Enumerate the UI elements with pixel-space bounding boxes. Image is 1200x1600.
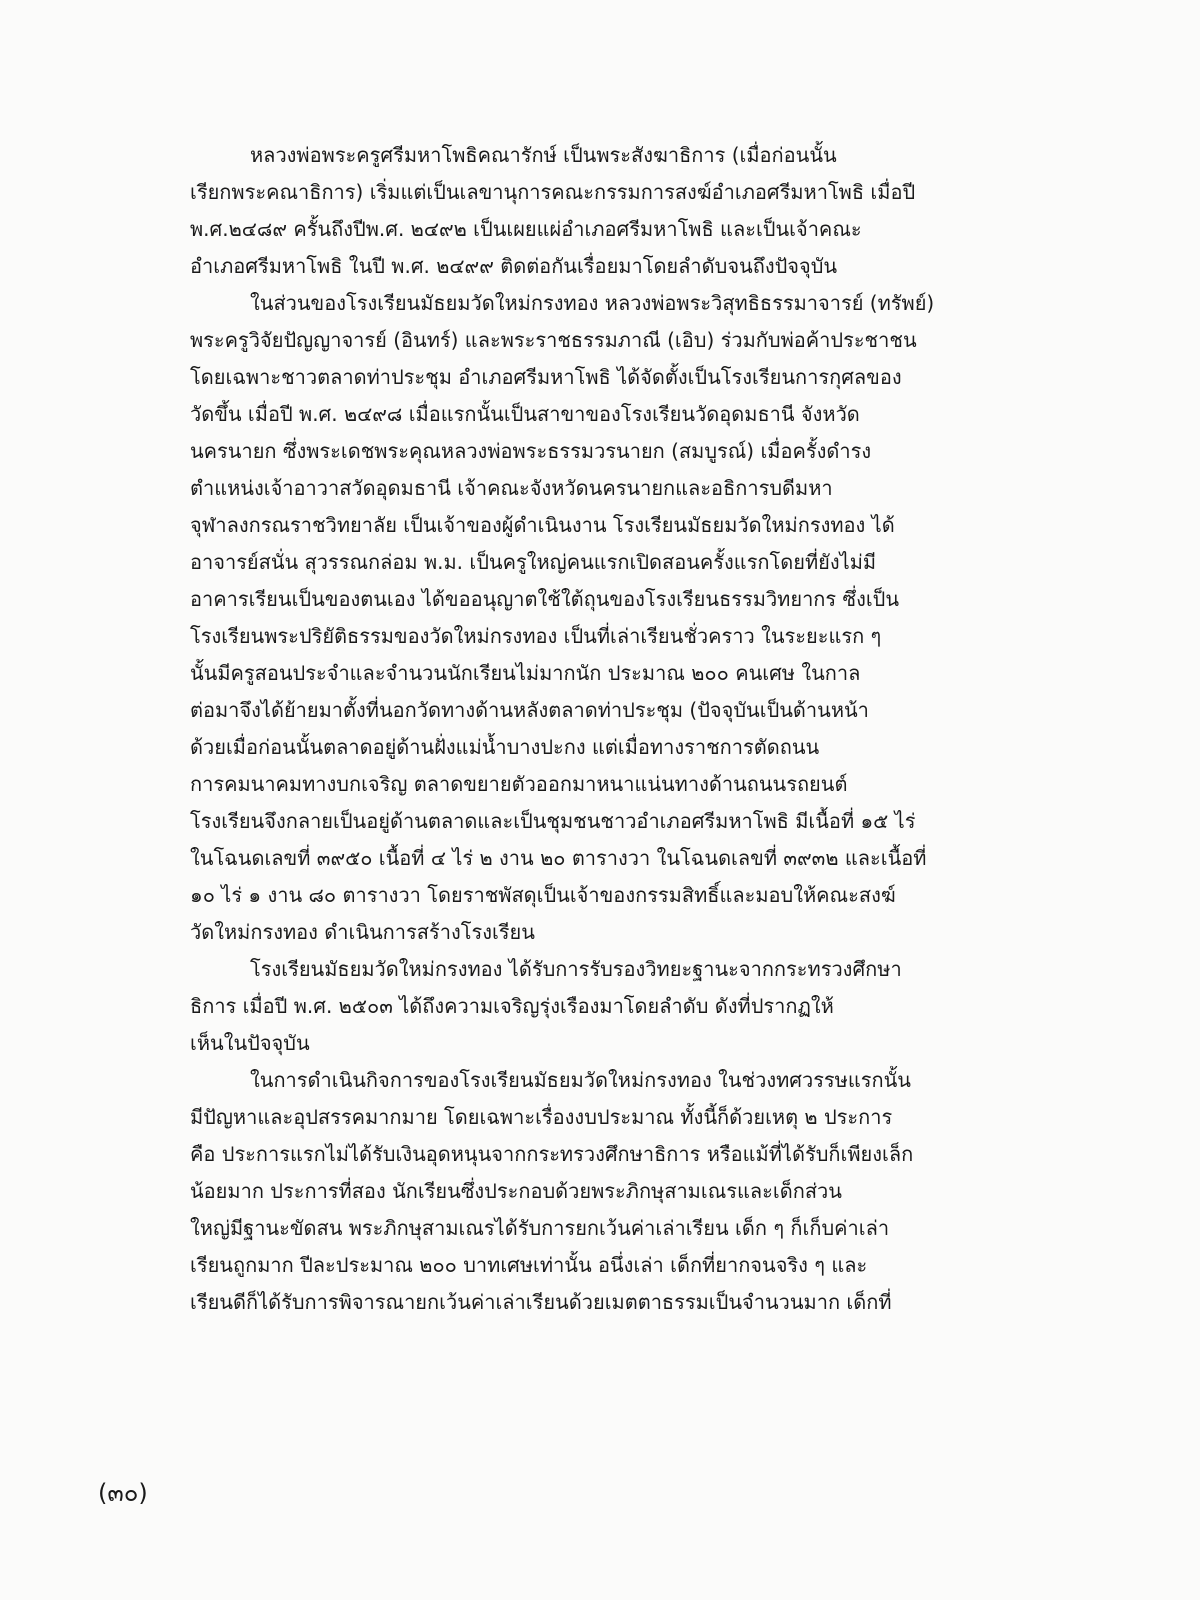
text-line: ในส่วนของโรงเรียนมัธยมวัดใหม่กรงทอง หลวงพ่อพระวิสุทธิธรรมาจารย์ (ทรัพย์) xyxy=(250,291,935,315)
text-line: คือ ประการแรกไม่ได้รับเงินอุดหนุนจากกระทรวงศึกษาธิการ หรือแม้ที่ได้รับก็เพียงเล็ก xyxy=(190,1142,914,1166)
text-line: จุฬาลงกรณราชวิทยาลัย เป็นเจ้าของผู้ดำเนินงาน โรงเรียนมัธยมวัดใหม่กรงทอง ได้ xyxy=(190,513,895,537)
text-line: ด้วยเมื่อก่อนนั้นตลาดอยู่ด้านฝั่งแม่น้ำบางปะกง แต่เมื่อทางราชการตัดถนน xyxy=(190,735,820,759)
text-line: ๑๐ ไร่ ๑ งาน ๘๐ ตารางวา โดยราชพัสดุเป็นเจ้าของกรรมสิทธิ์และมอบให้คณะสงฆ์ xyxy=(190,883,896,907)
text-line: โดยเฉพาะชาวตลาดท่าประชุม อำเภอศรีมหาโพธิ ได้จัดตั้งเป็นโรงเรียนการกุศลของ xyxy=(190,365,902,389)
text-line: โรงเรียนพระปริยัติธรรมของวัดใหม่กรงทอง เป็นที่เล่าเรียนชั่วคราว ในระยะแรก ๆ xyxy=(190,624,882,648)
text-line: พ.ศ.๒๔๘๙ ครั้นถึงปีพ.ศ. ๒๔๙๒ เป็นเผยแผ่อำเภอศรีมหาโพธิ และเป็นเจ้าคณะ xyxy=(190,217,862,241)
text-line: ธิการ เมื่อปี พ.ศ. ๒๕๐๓ ได้ถึงความเจริญรุ่งเรืองมาโดยลำดับ ดังที่ปรากฏให้ xyxy=(190,994,834,1018)
text-line: พระครูวิจัยปัญญาจารย์ (อินทร์) และพระราชธรรมภาณี (เอิบ) ร่วมกับพ่อค้าประชาชน xyxy=(190,328,917,352)
text-line: เรียนดีก็ได้รับการพิจารณายกเว้นค่าเล่าเรียนด้วยเมตตาธรรมเป็นจำนวนมาก เด็กที่ xyxy=(190,1290,892,1314)
text-line: มีปัญหาและอุปสรรคมากมาย โดยเฉพาะเรื่องงบประมาณ ทั้งนี้ก็ด้วยเหตุ ๒ ประการ xyxy=(190,1105,893,1129)
text-line: เรียกพระคณาธิการ) เริ่มแต่เป็นเลขานุการคณะกรรมการสงฆ์อำเภอศรีมหาโพธิ เมื่อปี xyxy=(190,180,916,204)
text-line: วัดใหม่กรงทอง ดำเนินการสร้างโรงเรียน xyxy=(190,920,535,944)
text-line: นั้นมีครูสอนประจำและจำนวนนักเรียนไม่มากนัก ประมาณ ๒๐๐ คนเศษ ในกาล xyxy=(190,661,861,685)
text-line: นครนายก ซึ่งพระเดชพระคุณหลวงพ่อพระธรรมวรนายก (สมบูรณ์) เมื่อครั้งดำรง xyxy=(190,439,872,463)
page-number: (๓๐) xyxy=(98,1479,148,1507)
text-line: โรงเรียนจึงกลายเป็นอยู่ด้านตลาดและเป็นชุมชนชาวอำเภอศรีมหาโพธิ มีเนื้อที่ ๑๕ ไร่ xyxy=(190,809,916,833)
text-line: การคมนาคมทางบกเจริญ ตลาดขยายตัวออกมาหนาแน่นทางด้านถนนรถยนต์ xyxy=(190,772,848,796)
text-line: หลวงพ่อพระครูศรีมหาโพธิคณารักษ์ เป็นพระสังฆาธิการ (เมื่อก่อนนั้น xyxy=(250,143,837,167)
text-line: ในโฉนดเลขที่ ๓๙๕๐ เนื้อที่ ๔ ไร่ ๒ งาน ๒๐ ตารางวา ในโฉนดเลขที่ ๓๙๓๒ และเนื้อที่ xyxy=(190,846,927,870)
text-line: ตำแหน่งเจ้าอาวาสวัดอุดมธานี เจ้าคณะจังหวัดนครนายกและอธิการบดีมหา xyxy=(190,476,833,500)
text-line: ต่อมาจึงได้ย้ายมาตั้งที่นอกวัดทางด้านหลังตลาดท่าประชุม (ปัจจุบันเป็นด้านหน้า xyxy=(190,698,869,722)
text-line: อาจารย์สนั่น สุวรรณกล่อม พ.ม. เป็นครูใหญ่คนแรกเปิดสอนครั้งแรกโดยที่ยังไม่มี xyxy=(190,550,877,574)
text-line: น้อยมาก ประการที่สอง นักเรียนซึ่งประกอบด้วยพระภิกษุสามเณรและเด็กส่วน xyxy=(190,1179,842,1203)
text-line: ใหญ่มีฐานะขัดสน พระภิกษุสามเณรได้รับการยกเว้นค่าเล่าเรียน เด็ก ๆ ก็เก็บค่าเล่า xyxy=(190,1216,890,1240)
text-line: อาคารเรียนเป็นของตนเอง ได้ขออนุญาตใช้ใต้ถุนของโรงเรียนธรรมวิทยากร ซึ่งเป็น xyxy=(190,587,900,611)
text-line: เห็นในปัจจุบัน xyxy=(190,1031,310,1055)
text-line: ในการดำเนินกิจการของโรงเรียนมัธยมวัดใหม่กรงทอง ในช่วงทศวรรษแรกนั้น xyxy=(250,1068,911,1092)
text-line: อำเภอศรีมหาโพธิ ในปี พ.ศ. ๒๔๙๙ ติดต่อกันเรื่อยมาโดยลำดับจนถึงปัจจุบัน xyxy=(190,254,838,278)
text-line: โรงเรียนมัธยมวัดใหม่กรงทอง ได้รับการรับรองวิทยะฐานะจากกระทรวงศึกษา xyxy=(250,957,902,981)
text-line: เรียนถูกมาก ปีละประมาณ ๒๐๐ บาทเศษเท่านั้น อนึ่งเล่า เด็กที่ยากจนจริง ๆ และ xyxy=(190,1253,868,1277)
text-line: วัดขึ้น เมื่อปี พ.ศ. ๒๔๙๘ เมื่อแรกนั้นเป็นสาขาของโรงเรียนวัดอุดมธานี จังหวัด xyxy=(190,402,860,426)
